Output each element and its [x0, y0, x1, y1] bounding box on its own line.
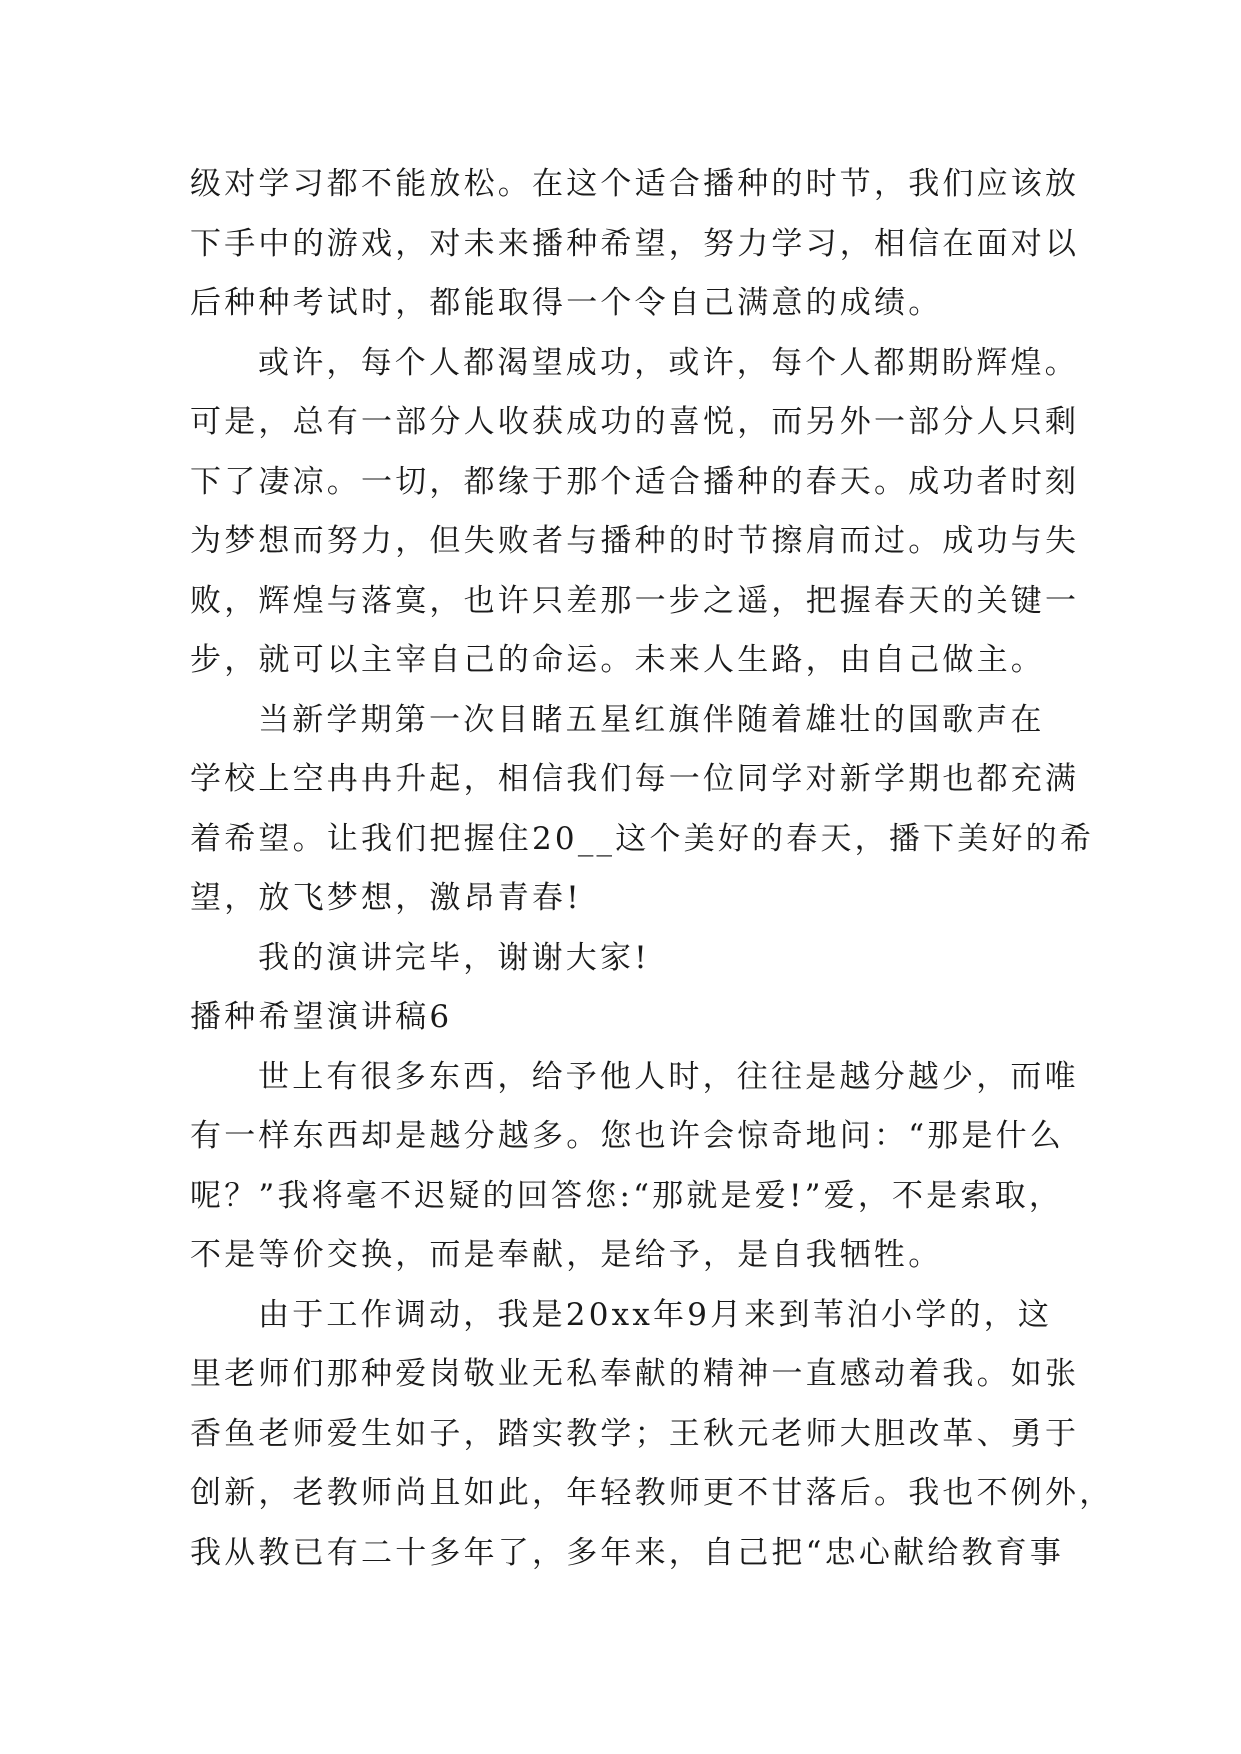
text-line: 呢？”我将毫不迟疑的回答您:“那就是爱!”爱，不是索取， — [190, 1177, 1064, 1214]
text-line: 后种种考试时，都能取得一个令自己满意的成绩。 — [190, 285, 943, 321]
text-line: 可是，总有一部分人收获成功的喜悦，而另外一部分人只剩 — [190, 404, 1080, 440]
text-line: 香鱼老师爱生如子，踏实教学；王秋元老师大胆改革、勇于 — [190, 1415, 1080, 1452]
text-line: 世上有很多东西，给予他人时，往往是越分越少，而唯 — [258, 1058, 1079, 1095]
text-line: 里老师们那种爱岗敬业无私奉献的精神一直感动着我。如张 — [190, 1356, 1080, 1392]
text-line: 为梦想而努力，但失败者与播种的时节擦肩而过。成功与失 — [190, 523, 1080, 559]
text-line: 我从教已有二十多年了，多年来，自己把“忠心献给教育事 — [190, 1534, 1065, 1571]
text-line: 望，放飞梦想，激昂青春! — [190, 880, 582, 916]
text-line: 当新学期第一次目睹五星红旗伴随着雄壮的国歌声在 — [258, 701, 1045, 738]
text-line: 学校上空冉冉升起，相信我们每一位同学对新学期也都充满 — [190, 761, 1080, 797]
text-line: 败，辉煌与落寞，也许只差那一步之遥，把握春天的关键一 — [190, 582, 1080, 619]
text-line: 有一样东西却是越分越多。您也许会惊奇地问：“那是什么 — [190, 1118, 1065, 1154]
text-line: 下了凄凉。一切，都缘于那个适合播种的春天。成功者时刻 — [190, 463, 1080, 500]
text-line: 下手中的游戏，对未来播种希望，努力学习，相信在面对以 — [190, 225, 1080, 262]
text-line: 我的演讲完毕，谢谢大家! — [258, 939, 650, 976]
text-line: 级对学习都不能放松。在这个适合播种的时节，我们应该放 — [190, 166, 1080, 202]
text-line: 由于工作调动，我是20xx年9月来到苇泊小学的，这 — [258, 1296, 1053, 1333]
section-heading: 播种希望演讲稿6 — [190, 999, 453, 1035]
document-body — [190, 155, 1114, 1583]
text-line: 着希望。让我们把握住20__这个美好的春天，播下美好的希 — [190, 820, 1095, 857]
text-line: 创新，老教师尚且如此，年轻教师更不甘落后。我也不例外， — [190, 1475, 1114, 1511]
text-line: 不是等价交换，而是奉献，是给予，是自我牺牲。 — [190, 1237, 943, 1273]
text-line: 或许，每个人都渴望成功，或许，每个人都期盼辉煌。 — [258, 344, 1079, 381]
text-line: 步，就可以主宰自己的命运。未来人生路，由自己做主。 — [190, 642, 1045, 678]
